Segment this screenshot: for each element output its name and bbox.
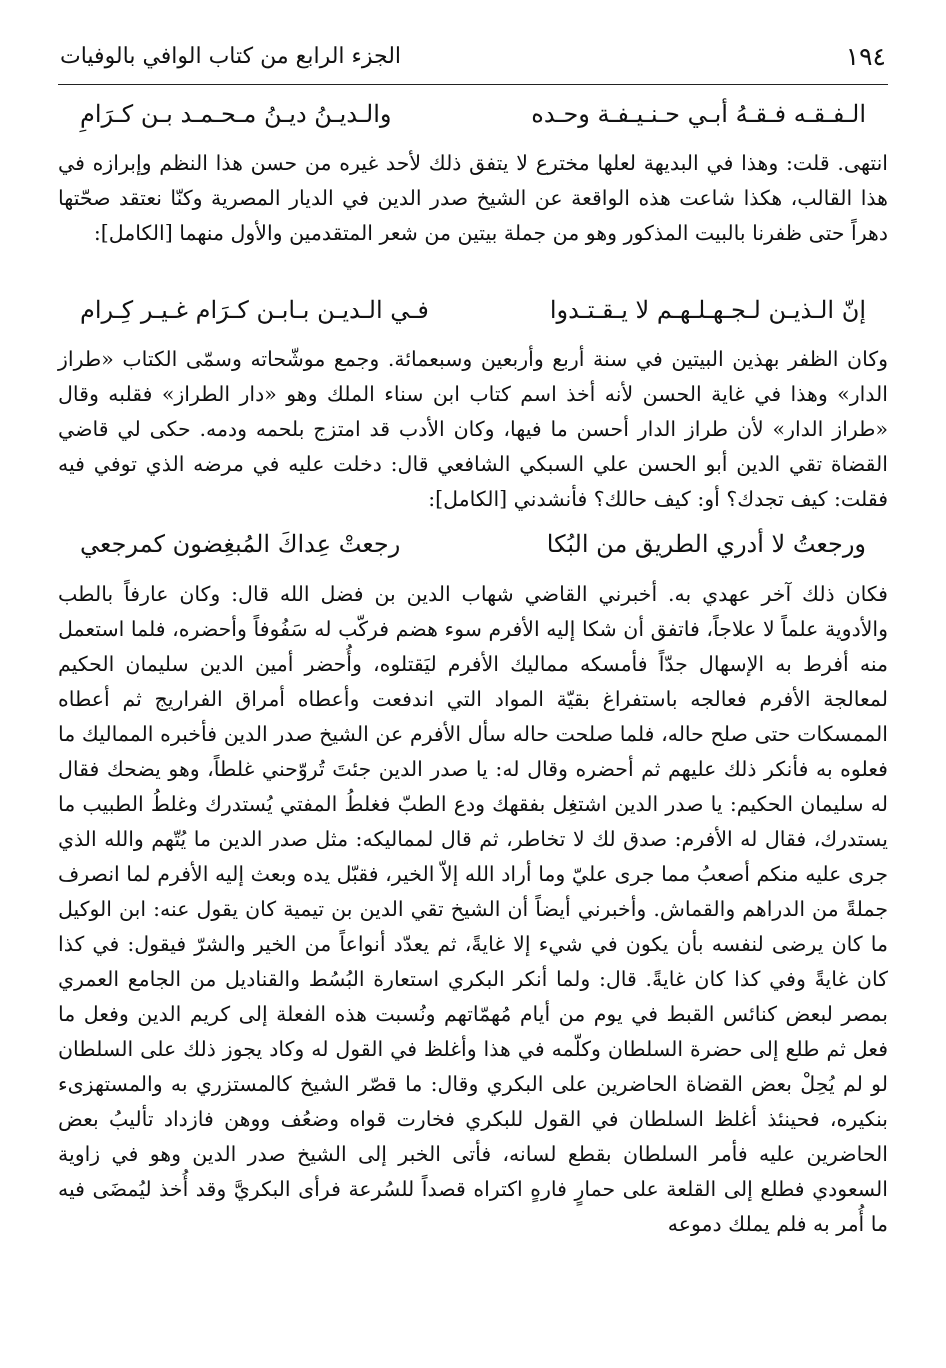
verse-line-3 — [80, 530, 866, 558]
paragraph-1: انتهى. قلت: وهذا في البديهة لعلها مخترع لا يتفق ذلك لأحد غيره من حسن هذا النظم وإبرازه في هذا القالب، هكذا شاعت هذه الواقعة عن الشيخ صدر الدين في الديار المصرية وكنّا نعتقد صحّتها دهراً حتى ظفرنا بالبيت المذكور وهو من جملة بيتين من شعر المتقدمين والأول منهما [الكامل]: — [58, 151, 888, 245]
verse-1-left-hemistich: والـديـنُ ديـنُ مـحـمـد بـن كـرَامِ — [80, 100, 392, 128]
book-title: الجزء الرابع من كتاب الوافي بالوفيات — [60, 43, 402, 69]
running-header — [60, 36, 886, 76]
verse-2-right-hemistich: إنّ الـذيـن لـجـهـلـهـم لا يـقـتـدوا — [549, 296, 866, 324]
verse-3-right-hemistich: ورجعتُ لا أدري الطريق من البُكا — [546, 530, 866, 558]
paragraph-3: فكان ذلك آخر عهدي به. أخبرني القاضي شهاب الدين بن فضل الله قال: وكان عارفاً بالطب والأدوية علماً لا علاجاً، فاتفق أن شكا إليه الأفرم سوء هضم فركّب له سَفُوفاً وأحضره، فلما استعمل منه أفرط به الإسهال جدّاً فأمسكه مماليك الأفرم ليَقتلوه، وأُحضر أمين الدين سليمان الحكيم لمعالجة الأفرم فعالجه باستفراغ بقيّة المواد التي اندفعت وأعطاه أمراق الفراريج ثم أعطاه الممسكات حتى صلح حاله، فلما صلحت حاله سأل الأفرم عن الشيخ صدر الدين فأخبره المماليك ما فعلوه به فأنكر ذلك عليهم ثم أحضره وقال له: يا صدر الدين جئتَ تُروّحني غلطاً، وهو يضحك فقال له سليمان الحكيم: يا صدر الدين اشتغِل بفقهك ودع الطبّ فغلطُ المفتي يُستدرك وغلطُ الطبيب ما يستدرك، فقال له الأفرم: صدق لك لا تخاطر، ثم قال لمماليكه: مثل صدر الدين ما يُتّهم والله الذي جرى عليه منكم أصعبُ مما جرى عليّ وما أراد الله إلاّ الخير، فقبّل يده وبعث إليه الأفرم لما انصرف جملةً من الدراهم والقماش. وأخبرني أيضاً أن الشيخ تقي الدين بن تيمية كان يقول عنه: ابن الوكيل ما كان يرضى لنفسه بأن يكون في شيء إلا غايةً، ثم يعدّد أنواعاً من الخير والشرّ فيقول: في كذا كان غايةً وفي كذا كان غايةً. قال: ولما أنكر البكري استعارة البُسُط والقناديل من الجامع العمري بمصر لبعض كنائس القبط في يوم من أيام مُهمّاتهم ونُسبت هذه الفعلة إلى كريم الدين وفعل ما فعل ثم طلع إلى حضرة السلطان وكلّمه في هذا وأغلظ في القول له وكاد يجوز ذلك على السلطان لو لم يُحِلْ بعض القضاة الحاضرين على البكري وقال: ما قصّر الشيخ كالمستزري به والمستهزىء بنكيره، فحينئذ أغلظ السلطان في القول للبكري فخارت قواه وضعُف ووهن فازداد تأليبُ بعض الحاضرين عليه فأمر السلطان بقطع لسانه، فأتى الخبر إلى الشيخ صدر الدين وهو في زاوية السعودي فطلع إلى القلعة على حمارٍ فارهٍ اكتراه قصداً للسُرعة فرأى البكريَّ وقد أُخذ ليُمضَى فيه ما أُمر به فلم يملك دموعه — [58, 582, 888, 1236]
verse-line-2 — [80, 296, 866, 324]
header-rule — [58, 84, 888, 85]
paragraph-2: وكان الظفر بهذين البيتين في سنة أربع وأربعين وسبعمائة. وجمع موشّحاته وسمّى الكتاب «طراز الدار» وهذا في غاية الحسن لأنه أخذ اسم كتاب ابن سناء الملك وهو «دار الطراز» فقلبه وقال «طراز الدار» لأن طراز الدار أحسن ما فيها، وكان الأدب قد امتزج بلحمه ودمه. حكى لي قاضي القضاة تقي الدين أبو الحسن علي السبكي الشافعي قال: دخلت عليه في مرضه الذي توفي فيه فقلت: كيف تجدك؟ أو: كيف حالك؟ فأنشدني [الكامل]: — [58, 347, 888, 511]
verse-3-left-hemistich: رجعتْ عِداكَ المُبغِضون كمرجعي — [80, 530, 401, 558]
verse-line-1 — [80, 100, 866, 128]
verse-2-left-hemistich: فـي الـديـن بـابـن كـرَام غـيـر كِـرام — [80, 296, 429, 324]
verse-1-right-hemistich: الـفـقـه فـقـهُ أبـي حـنـيـفـة وحـده — [531, 100, 866, 128]
page-number: ١٩٤ — [845, 41, 886, 71]
